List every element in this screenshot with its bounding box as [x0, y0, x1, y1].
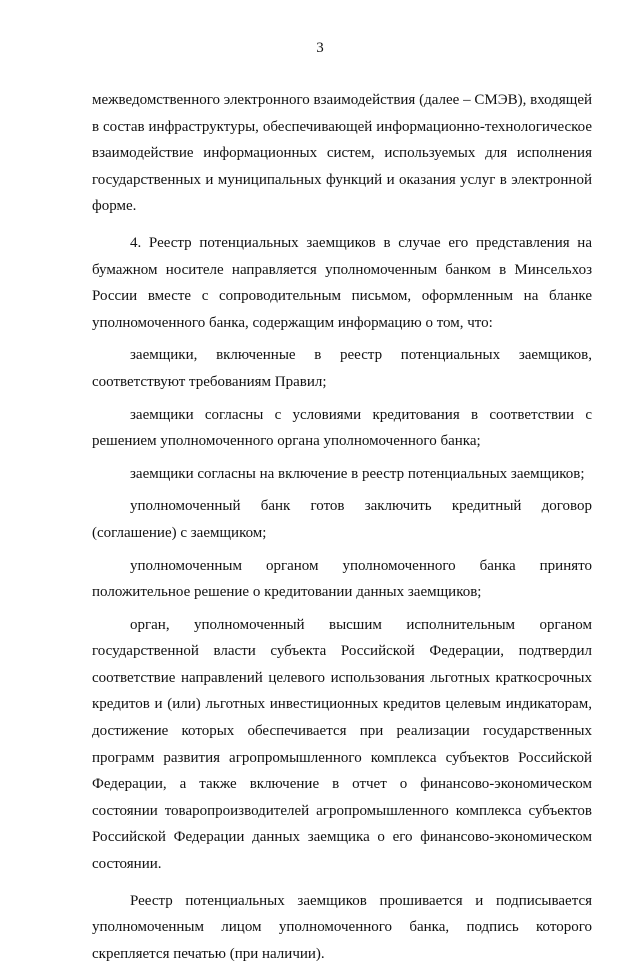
paragraph-registry-signed: Реестр потенциальных заемщиков прошивается и подписывается уполномоченным лицом уполномоченного банка, подпись которого скрепляется печатью (при наличии).	[92, 892, 592, 962]
paragraph-smev: межведомственного электронного взаимодействия (далее – СМЭВ), входящей в состав инфраструктуры, обеспечивающей информационно-технологическое взаимодействие информационных систем, используемых для исполнения государственных и муниципальных функций и оказания услуг в электронной форме.	[92, 92, 592, 215]
paragraph-borrowers-agree-conditions: заемщики согласны с условиями кредитования в соответствии с решением уполномоченного органа уполномоченного банка;	[92, 406, 592, 450]
page-number: 3	[316, 40, 324, 56]
paragraph-bank-ready: уполномоченный банк готов заключить кредитный договор (соглашение) с заемщиком;	[92, 498, 592, 541]
paragraph-borrowers-meet-rules: заемщики, включенные в реестр потенциальных заемщиков, соответствуют требованиям Правил;	[92, 347, 592, 390]
paragraph-positive-decision: уполномоченным органом уполномоченного банка принято положительное решение о кредитовании данных заемщиков;	[92, 557, 592, 601]
document-body	[92, 87, 592, 967]
paragraph-borrowers-agree-inclusion: заемщики согласны на включение в реестр потенциальных заемщиков;	[130, 465, 585, 482]
paragraph-item-4: 4. Реестр потенциальных заемщиков в случае его представления на бумажном носителе направляется уполномоченным банком в Минсельхоз России вместе с сопроводительным письмом, оформленным на бланке уполномоченного банка, содержащим информацию о том, что:	[92, 234, 592, 331]
paragraph-authority-confirmed: орган, уполномоченный высшим исполнительным органом государственной власти субъекта Российской Федерации, подтвердил соответствие направлений целевого использования льготных краткосрочных кредитов и (или) льготных инвестиционных кредитов целевым индикаторам, достижение которых обеспечивается при реализации государственных программ развития агропромышленного комплекса субъектов Российской Федерации, а также включение в отчет о финансово-экономическом состоянии товаропроизводителей агропромышленного комплекса субъектов Российской Федерации данных заемщика о его финансово-экономическом состоянии.	[92, 616, 592, 873]
